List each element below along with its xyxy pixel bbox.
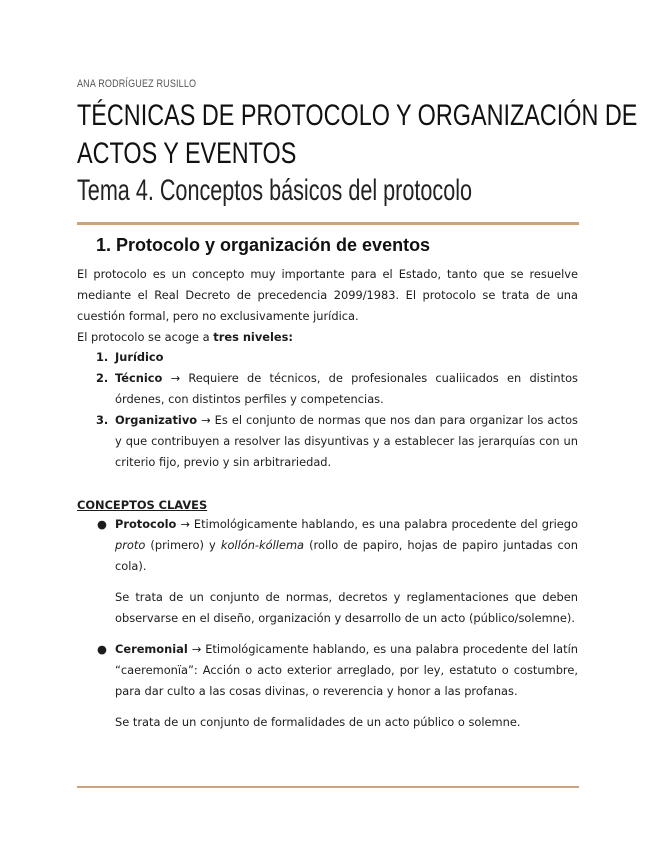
list-text: → Requiere de técnicos, de profesionales cualiicados en distintos órdenes, con distintos perfiles y competencias.: [115, 371, 578, 406]
list-number: 3.: [96, 413, 109, 427]
concept-ceremonial: [77, 639, 578, 702]
bullet-icon: ●: [97, 517, 107, 531]
bottom-divider: [77, 786, 579, 788]
concepts-list: [77, 514, 578, 733]
levels-intro: [77, 327, 578, 348]
list-text: → Es el conjunto de normas que nos dan para organizar los actos y que contribuyen a resolver las disyuntivas y a establecer las jerarquías con un criterio fijo, previo y sin arbitrariedad.: [115, 413, 578, 469]
levels-list: [77, 347, 578, 473]
title-line-2: ACTOS Y EVENTOS: [77, 137, 297, 170]
concept-italic: kollón-kóllema: [220, 538, 305, 552]
document-subtitle: Tema 4. Conceptos básicos del protocolo: [77, 174, 473, 207]
concept-text: → Etimológicamente hablando, es una palabra procedente del latín “caeremonïa”: Acción o acto exterior arreglado, por ley, estatuto o costumbre, para dar culto a las cosas divinas, o reverencia y honor a las profanas.: [115, 642, 578, 698]
concept-italic: proto: [115, 538, 146, 552]
concepts-heading: CONCEPTOS CLAVES: [77, 498, 208, 512]
list-item: [77, 368, 578, 410]
list-term: Jurídico: [115, 350, 164, 364]
concept-term: Protocolo: [115, 517, 177, 531]
list-term: Organizativo: [115, 413, 198, 427]
intro-paragraph: El protocolo es un concepto muy importante para el Estado, tanto que se resuelve mediante el Real Decreto de precedencia 2099/1983. El protocolo se trata de una cuestión formal, pero no exclusivamente jurídica.: [77, 267, 578, 323]
section-heading: 1. Protocolo y organización de eventos: [96, 235, 431, 255]
top-divider: [77, 222, 579, 225]
concept-text: (rollo de papiro, hojas de papiro juntadas con cola).: [115, 538, 578, 573]
list-number: 1.: [96, 350, 109, 364]
concept-note: Se trata de un conjunto de normas, decretos y reglamentaciones que deben observarse en el diseño, organización y desarrollo de un acto (público/solemne).: [115, 590, 578, 625]
concept-protocolo: [77, 514, 578, 577]
concept-term: Ceremonial: [115, 642, 188, 656]
list-term: Técnico: [115, 371, 163, 385]
title-line-1: TÉCNICAS DE PROTOCOLO Y ORGANIZACIÓN DE: [77, 99, 638, 132]
list-item: [77, 347, 578, 368]
document-title: [77, 97, 638, 173]
concept-note: Se trata de un conjunto de formalidades de un acto público o solemne.: [115, 715, 521, 729]
bullet-icon: ●: [97, 642, 107, 656]
author-name: ANA RODRÍGUEZ RUSILLO: [77, 78, 197, 90]
list-item: [77, 410, 578, 473]
concept-text: (primero) y: [145, 538, 221, 552]
levels-intro-bold: tres niveles:: [213, 330, 293, 344]
concept-text: → Etimológicamente hablando, es una palabra procedente del griego: [176, 517, 578, 531]
list-number: 2.: [96, 371, 109, 385]
levels-intro-text: El protocolo se acoge a: [77, 330, 214, 344]
